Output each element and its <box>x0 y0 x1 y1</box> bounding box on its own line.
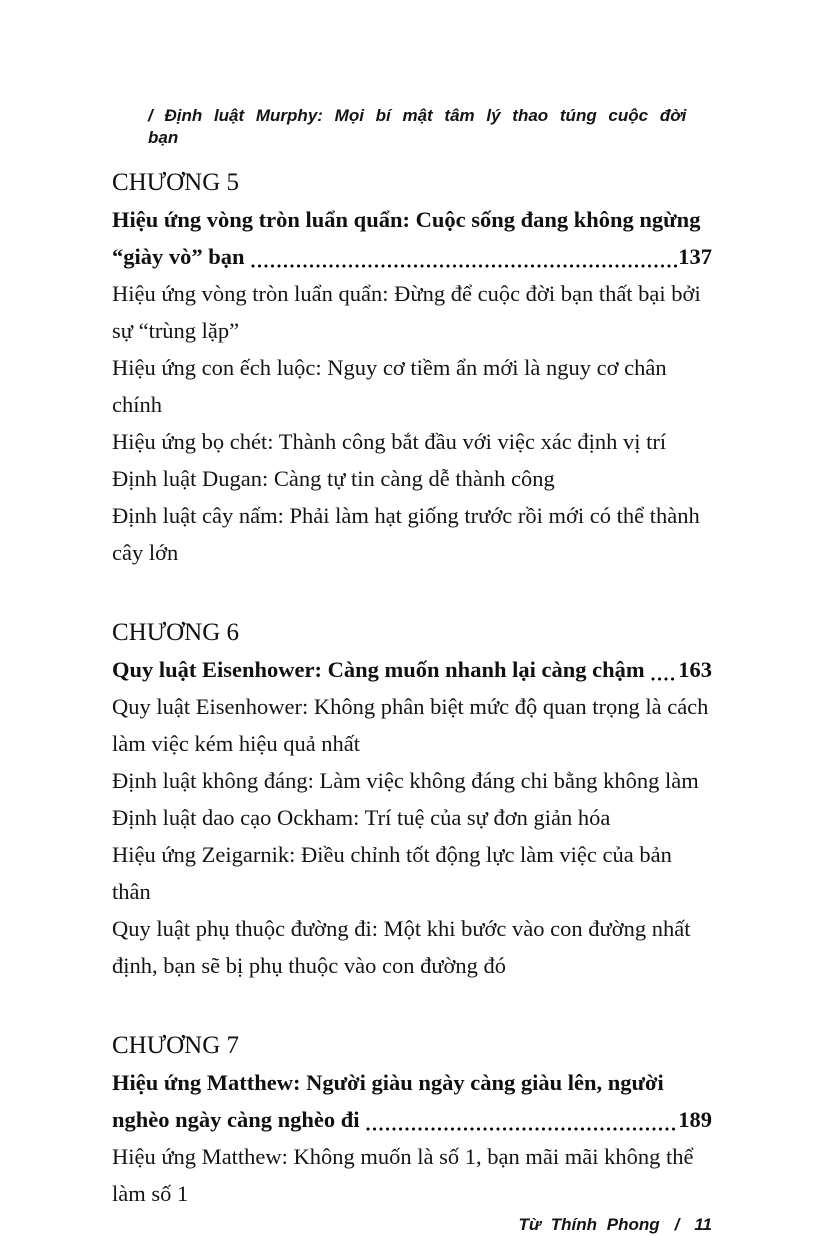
toc-title-line: Hiệu ứng vòng tròn luẩn quẩn: Cuộc sống đang không ngừng <box>112 207 701 232</box>
toc-entry-line: định, bạn sẽ bị phụ thuộc vào con đường đó <box>112 953 507 978</box>
page-number: 189 <box>678 1107 712 1132</box>
toc-entry-line: Quy luật phụ thuộc đường đi: Một khi bước vào con đường nhất <box>112 916 691 941</box>
leader-dots <box>366 1127 678 1131</box>
page-footer <box>112 1214 712 1236</box>
toc-title-text: nghèo ngày càng nghèo đi <box>112 1107 360 1132</box>
toc-entry-line: Quy luật Eisenhower: Không phân biệt mức độ quan trọng là cách <box>112 694 709 719</box>
chapter-heading: CHƯƠNG 5 <box>112 169 240 196</box>
footer-page-number: 11 <box>694 1215 712 1234</box>
toc-title-line: Hiệu ứng Matthew: Người giàu ngày càng giàu lên, người <box>112 1070 664 1095</box>
toc-entry-line: Định luật cây nấm: Phải làm hạt giống trước rồi mới có thể thành <box>112 503 700 528</box>
page-content <box>112 105 712 1236</box>
toc-entry-line: cây lớn <box>112 540 179 565</box>
page-header: / Định luật Murphy: Mọi bí mật tâm lý thao túng cuộc đời bạn <box>148 106 687 147</box>
toc-entry-line: Hiệu ứng bọ chét: Thành công bắt đầu với việc xác định vị trí <box>112 429 667 454</box>
toc-entry-line: Hiệu ứng vòng tròn luẩn quẩn: Đừng để cuộc đời bạn thất bại bởi <box>112 281 701 306</box>
toc-entry-line: Hiệu ứng con ếch luộc: Nguy cơ tiềm ẩn mới là nguy cơ chân chính <box>112 355 667 417</box>
chapter-7-section <box>112 1028 712 1212</box>
chapter-heading: CHƯƠNG 7 <box>112 1032 240 1059</box>
toc-entry-line: Định luật không đáng: Làm việc không đáng chi bằng không làm <box>112 768 699 793</box>
chapter-6-section <box>112 615 712 984</box>
toc-entry-line: Định luật Dugan: Càng tự tin càng dễ thành công <box>112 466 555 491</box>
toc-title-leader-line <box>112 238 712 275</box>
toc-title-text: “giày vò” bạn <box>112 244 245 269</box>
page-number: 163 <box>678 657 712 682</box>
toc-entry-line: Định luật dao cạo Ockham: Trí tuệ của sự đơn giản hóa <box>112 805 611 830</box>
leader-dots <box>251 264 678 268</box>
toc-title-leader-line <box>112 651 712 688</box>
toc-entry-line: làm số 1 <box>112 1181 189 1206</box>
footer-separator: / <box>674 1215 680 1234</box>
leader-dots <box>651 677 678 681</box>
footer-author: Từ Thính Phong <box>518 1215 660 1234</box>
chapter-heading: CHƯƠNG 6 <box>112 619 240 646</box>
toc-title-text: Quy luật Eisenhower: Càng muốn nhanh lại càng chậm <box>112 657 645 682</box>
chapter-5-section <box>112 165 712 571</box>
page-number: 137 <box>678 244 712 269</box>
toc-entry-line: làm việc kém hiệu quả nhất <box>112 731 361 756</box>
toc-entry-line: sự “trùng lặp” <box>112 318 240 343</box>
toc-entry-line: Hiệu ứng Matthew: Không muốn là số 1, bạn mãi mãi không thể <box>112 1144 694 1169</box>
toc-title-leader-line <box>112 1101 712 1138</box>
toc-entry-line: Hiệu ứng Zeigarnik: Điều chỉnh tốt động lực làm việc của bản thân <box>112 842 672 904</box>
